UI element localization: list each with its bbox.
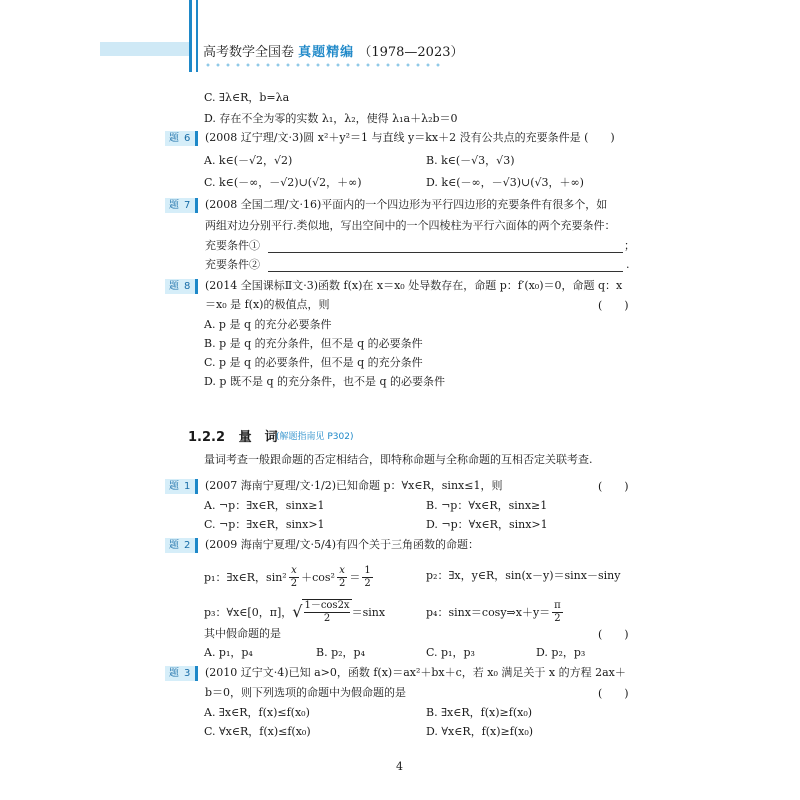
s1-option-b: B. ¬p：∀x∈R，sinx≥1 (426, 499, 548, 512)
q8-stem-line1: (2014 全国课标Ⅱ文·3)函数 f(x)在 x＝x₀ 处导数存在，命题 p：f′(x₀)＝0，命题 q：x (205, 279, 623, 292)
question-tag-s1: 题 1 (165, 479, 195, 494)
s2-proposition-p2: p₂：∃x，y∈R，sin(x－y)＝sinx－siny (426, 569, 621, 582)
q8-option-a: A. p 是 q 的充分必要条件 (204, 318, 332, 331)
header-title-highlight: 真题精编 (298, 45, 355, 60)
q8-stem-line2: ＝x₀ 是 f(x)的极值点，则 (205, 298, 330, 311)
q7-answer-blank-2[interactable] (268, 259, 623, 272)
sqrt-fraction: 1－cos2x 2 (304, 600, 350, 624)
s2-stem: (2009 海南宁夏理/文·5/4)有四个关于三角函数的命题： (205, 538, 479, 551)
fraction: x 2 (290, 564, 298, 589)
q8-option-c: C. p 是 q 的必要条件，但不是 q 的充分条件 (204, 356, 423, 369)
q7-condition-1-end: ； (624, 239, 635, 252)
q6-option-a: A. k∈(－√2，√2) (204, 154, 293, 167)
q8-option-b: B. p 是 q 的充分条件，但不是 q 的必要条件 (204, 337, 423, 350)
s3-answer-paren: ( ) (598, 687, 629, 700)
q8-option-d: D. p 既不是 q 的充分条件，也不是 q 的必要条件 (204, 375, 446, 388)
header-bar-thin (196, 0, 198, 72)
question-tag-7: 题 7 (165, 198, 195, 213)
running-header (203, 41, 463, 60)
sqrt-sign: √ (292, 602, 303, 621)
fraction: 1 2 (364, 564, 371, 589)
section-intro: 量词考查一般跟命题的否定相结合，即特称命题与全称命题的互相否定关联考查. (204, 453, 593, 466)
s2-option-a: A. p₁，p₄ (204, 646, 253, 659)
header-bar (189, 0, 192, 72)
section-heading (188, 426, 278, 445)
s3-option-b: B. ∃x∈R，f(x)≥f(x₀) (426, 706, 533, 719)
q7-condition-2: 充要条件② (205, 258, 260, 271)
s2-option-d: D. p₂，p₃ (536, 646, 586, 659)
question-tag-6: 题 6 (165, 131, 195, 146)
s2-option-c: C. p₁，p₃ (426, 646, 475, 659)
header-title-prefix: 高考数学全国卷 (203, 45, 295, 60)
q7-answer-blank-1[interactable] (268, 240, 623, 253)
s2-ask: 其中假命题的是 (204, 627, 281, 640)
header-dot-rule (203, 62, 443, 68)
q7-stem-line2: 两组对边分别平行.类似地，写出空间中的一个四棱柱为平行六面体的两个充要条件： (205, 219, 616, 232)
s3-stem-line1: (2010 辽宁文·4)已知 a>0，函数 f(x)＝ax²＋bx＋c，若 x₀ 满足关于 x 的方程 2ax＋ (205, 666, 626, 679)
option-d: D. 存在不全为零的实数 λ₁，λ₂，使得 λ₁a＋λ₂b＝0 (204, 112, 458, 125)
question-tag-8: 题 8 (165, 279, 195, 294)
s2-proposition-p1: p₁：∃x∈R，sin² x 2 ＋cos² x 2 ＝ 1 2 (204, 564, 371, 589)
header-band (100, 42, 190, 56)
s2-answer-paren: ( ) (598, 628, 629, 641)
s3-option-d: D. ∀x∈R，f(x)≥f(x₀) (426, 725, 534, 738)
fraction: π 2 (554, 599, 561, 624)
s1-option-a: A. ¬p：∃x∈R，sinx≥1 (204, 499, 325, 512)
s1-stem: (2007 海南宁夏理/文·1/2)已知命题 p：∀x∈R，sinx≤1，则 (205, 479, 503, 492)
s2-proposition-p4: p₄：sinx＝cosy⇒x＋y＝ π 2 (426, 599, 561, 624)
section-number: 1.2.2 (188, 430, 226, 445)
s2-proposition-p3: p₃：∀x∈[0，π]， √ 1－cos2x 2 ＝sinx (204, 600, 386, 624)
header-title-suffix: （1978—2023） (358, 45, 464, 60)
q6-option-d: D. k∈(－∞，－√3)∪(√3，＋∞) (426, 176, 584, 189)
s1-answer-paren: ( ) (598, 480, 629, 493)
s3-option-a: A. ∃x∈R，f(x)≤f(x₀) (204, 706, 310, 719)
q6-option-b: B. k∈(－√3，√3) (426, 154, 515, 167)
option-c: C. ∃λ∈R，b=λa (204, 91, 290, 104)
question-tag-s2: 题 2 (165, 538, 195, 553)
q7-stem-line1: (2008 全国二理/文·16)平面内的一个四边形为平行四边形的充要条件有很多个，如 (205, 198, 608, 211)
q6-stem: (2008 辽宁理/文·3)圆 x²＋y²＝1 与直线 y＝kx＋2 没有公共点的充要条件是 ( ) (205, 131, 615, 144)
s1-option-c: C. ¬p：∃x∈R，sinx>1 (204, 518, 325, 531)
section-title: 量 词 (238, 430, 278, 445)
fraction: x 2 (338, 564, 346, 589)
q8-answer-paren: ( ) (598, 299, 629, 312)
s3-stem-line2: b＝0，则下列选项的命题中为假命题的是 (205, 686, 407, 699)
question-tag-s3: 题 3 (165, 666, 195, 681)
q7-condition-2-end: . (626, 258, 630, 271)
s3-option-c: C. ∀x∈R，f(x)≤f(x₀) (204, 725, 311, 738)
solution-guide-link[interactable]: (解题指南见 P302) (276, 432, 354, 442)
s2-option-b: B. p₂，p₄ (316, 646, 365, 659)
q7-condition-1: 充要条件① (205, 239, 260, 252)
page-number: 4 (396, 760, 403, 773)
q6-option-c: C. k∈(－∞，－√2)∪(√2，＋∞) (204, 176, 362, 189)
s1-option-d: D. ¬p：∀x∈R，sinx>1 (426, 518, 548, 531)
